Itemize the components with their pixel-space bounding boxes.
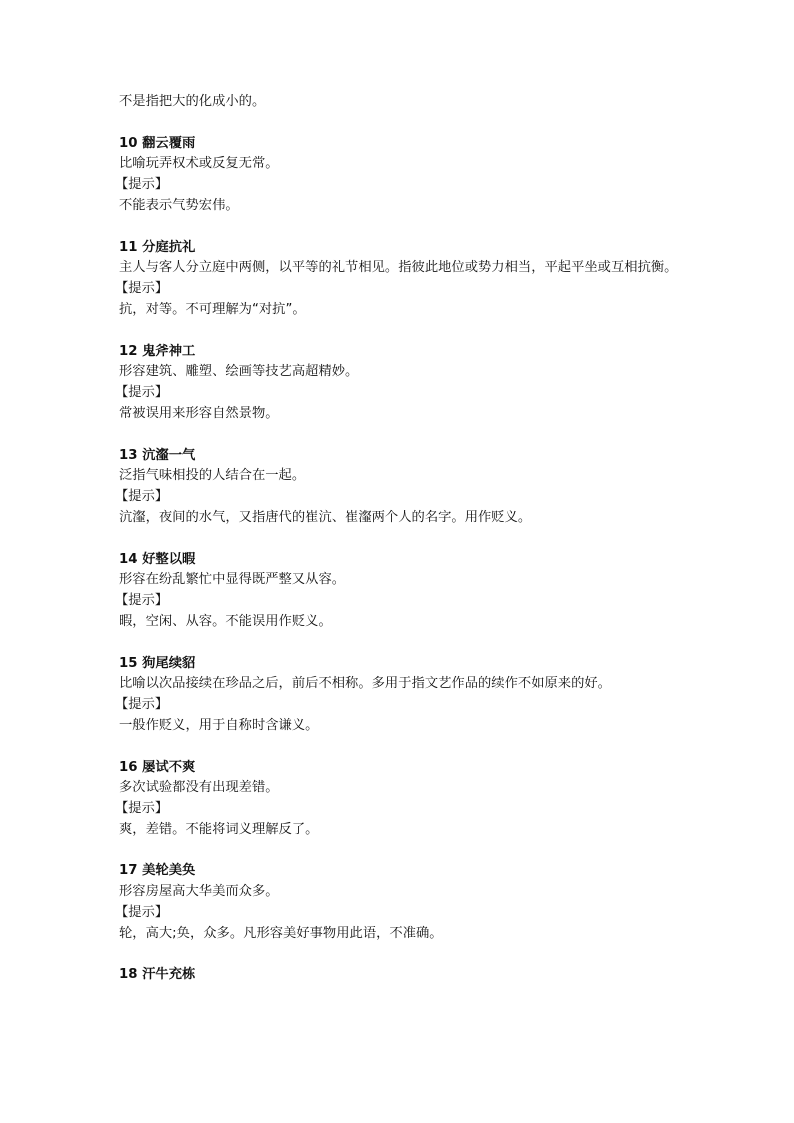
idiom-title: 11 分庭抗礼: [119, 239, 196, 255]
tip-text: 轮，高大;奂，众多。凡形容美好事物用此语，不准确。: [119, 925, 443, 941]
idiom-entry: [115, 238, 684, 321]
spacer: [119, 113, 684, 134]
spacer: [119, 321, 684, 342]
spacer: [119, 217, 684, 238]
spacer: [119, 425, 684, 446]
idiom-title: 18 汗牛充栋: [119, 967, 196, 983]
tip-text: 抗，对等。不可理解为“对抗”。: [119, 301, 306, 317]
tip-text: 常被误用来形容自然景物。: [119, 405, 279, 421]
idiom-definition: 比喻玩弄权术或反复无常。: [119, 156, 279, 172]
idiom-entry: [115, 342, 684, 425]
idiom-definition: 比喻以次品接续在珍品之后，前后不相称。多用于指文艺作品的续作不如原来的好。: [119, 676, 611, 692]
tip-label: 【提示】: [115, 489, 169, 505]
tip-text: 暇，空闲、从容。不能误用作贬义。: [119, 613, 332, 629]
tip-text: 爽，差错。不能将词义理解反了。: [119, 821, 319, 837]
idiom-entry: [115, 861, 684, 944]
tip-text: 不能表示气势宏伟。: [119, 197, 239, 213]
document-body: [115, 92, 684, 986]
idiom-definition: 多次试验都没有出现差错。: [119, 780, 279, 796]
idiom-entry: [115, 758, 684, 841]
idiom-title: 15 狗尾续貂: [119, 655, 196, 671]
spacer: [119, 945, 684, 966]
idiom-definition: 形容建筑、雕塑、绘画等技艺高超精妙。: [119, 364, 359, 380]
idiom-entry: [115, 446, 684, 529]
spacer: [119, 841, 684, 862]
idiom-title: 17 美轮美奂: [119, 863, 196, 879]
idiom-title: 16 屡试不爽: [119, 759, 196, 775]
idiom-entry: [115, 654, 684, 737]
idiom-title: 10 翻云覆雨: [119, 135, 196, 151]
tip-label: 【提示】: [115, 697, 169, 713]
tip-label: 【提示】: [115, 801, 169, 817]
idiom-definition: 泛指气味相投的人结合在一起。: [119, 468, 306, 484]
tip-label: 【提示】: [115, 281, 169, 297]
tip-label: 【提示】: [115, 593, 169, 609]
spacer: [119, 633, 684, 654]
idiom-definition: 形容房屋高大华美而众多。: [119, 884, 279, 900]
idiom-definition: 形容在纷乱繁忙中显得既严整又从容。: [119, 572, 346, 588]
idiom-entry: [115, 550, 684, 633]
spacer: [119, 737, 684, 758]
tip-text: 沆瀣，夜间的水气，又指唐代的崔沆、崔瀣两个人的名字。用作贬义。: [119, 509, 532, 525]
tip-text: 一般作贬义，用于自称时含谦义。: [119, 717, 319, 733]
spacer: [119, 529, 684, 550]
intro-text: 不是指把大的化成小的。: [119, 94, 266, 109]
tip-label: 【提示】: [115, 905, 169, 921]
idiom-title: 12 鬼斧神工: [119, 343, 196, 359]
idiom-title: 13 沆瀣一气: [119, 447, 196, 463]
idiom-title: 14 好整以暇: [119, 551, 196, 567]
idiom-definition: 主人与客人分立庭中两侧，以平等的礼节相见。指彼此地位或势力相当，平起平坐或互相抗衡。: [119, 260, 678, 276]
tip-label: 【提示】: [115, 177, 169, 193]
tip-label: 【提示】: [115, 385, 169, 401]
idiom-entry: [115, 134, 684, 217]
